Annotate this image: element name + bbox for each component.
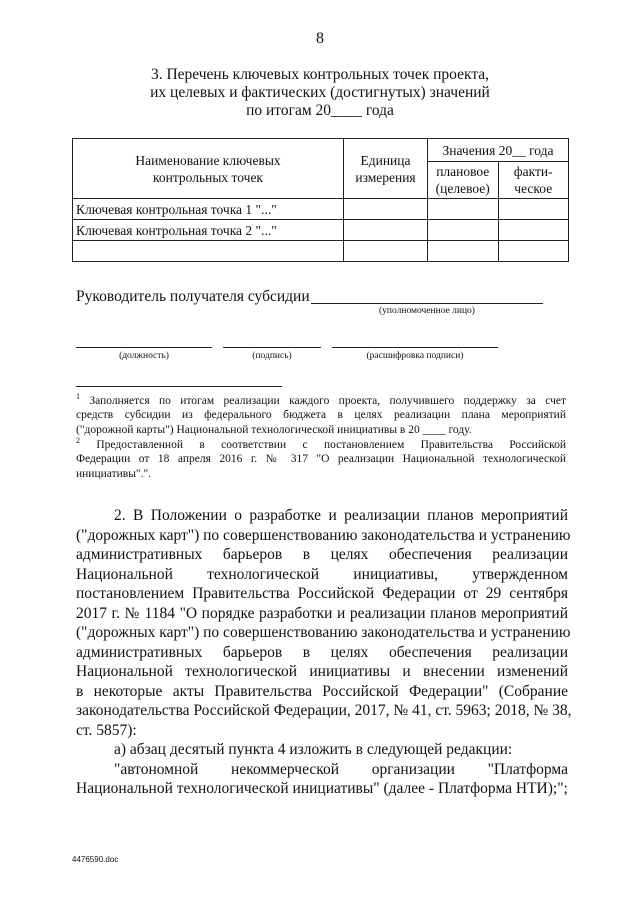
key-control-points-table <box>72 138 569 262</box>
paragraph-line: административных барьеров в целях обеспечения реализации <box>76 546 568 563</box>
row-planned-cell <box>428 241 499 262</box>
column-header-actual: факти- ческое <box>498 162 569 199</box>
row-actual-cell <box>498 220 569 241</box>
page-number: 8 <box>316 30 324 47</box>
column-header-name: Наименование ключевых контрольных точек <box>73 139 344 199</box>
item-a-line-2: "автономной некоммерческой организации "Платформа <box>114 760 568 778</box>
column-header-unit: Единица измерения <box>344 139 428 199</box>
row-name-cell <box>73 241 344 262</box>
row-unit-cell <box>344 241 428 262</box>
paragraph-line: Национальной технологической инициативы, утвержденном <box>76 565 568 583</box>
item-a-line-3: Национальной технологической инициативы" (далее - Платформа НТИ);"; <box>76 780 568 797</box>
row-actual-cell <box>498 199 569 220</box>
position-line <box>76 347 212 348</box>
head-signature-line <box>311 303 543 304</box>
row-planned-cell <box>428 199 499 220</box>
heading-line-1: 3. Перечень ключевых контрольных точек проекта, <box>150 66 490 83</box>
column-header-values: Значения 20__ года <box>428 139 569 162</box>
paragraph-line: законодательства Российской Федерации, 2017, № 41, ст. 5963; 2018, № 38, <box>76 702 572 719</box>
item-a-paragraph <box>76 740 568 799</box>
position-caption: (должность) <box>119 351 169 361</box>
item-a-line-1: а) абзац десятый пункта 4 изложить в следующей редакции: <box>114 741 513 758</box>
decode-caption: (расшифровка подписи) <box>366 351 464 361</box>
table-row <box>73 199 569 220</box>
row-unit-cell <box>344 220 428 241</box>
signature-line <box>223 347 321 348</box>
decode-line <box>332 347 498 348</box>
row-name-cell: Ключевая контрольная точка 1 "..." <box>73 199 344 220</box>
authorized-person-caption: (уполномоченное лицо) <box>379 306 475 316</box>
head-signature-label: Руководитель получателя субсидии <box>76 288 310 305</box>
paragraph-line: ("дорожных карт") по совершенствованию законодательства и устранению <box>76 624 571 641</box>
document-code: 4476590.doc <box>72 855 119 864</box>
heading-line-3: по итогам 20____ года <box>246 102 394 119</box>
paragraph-line: 2. В Положении о разработке и реализации планов мероприятий <box>114 507 568 524</box>
footnote-separator <box>76 386 282 387</box>
paragraph-line: ст. 5857): <box>76 721 137 739</box>
paragraph-line: ("дорожных карт") по совершенствованию законодательства и устранению <box>76 526 571 544</box>
sign-caption: (подпись) <box>252 351 292 361</box>
footnote-2: $^2$ Предоставленной в соответствии с постановлением Правительства Российской Федерации от 18 апреля 2016 г. № 317 "О реализации Национальной технологической инициативы".". <box>76 436 567 480</box>
paragraph-line: постановлением Правительства Российской Федерации от 29 сентября <box>76 585 568 602</box>
column-header-planned: плановое (целевое) <box>428 162 499 199</box>
row-unit-cell <box>344 199 428 220</box>
row-name-cell: Ключевая контрольная точка 2 "..." <box>73 220 344 241</box>
heading-line-2: их целевых и фактических (достигнутых) значений <box>150 84 490 101</box>
row-actual-cell <box>498 241 569 262</box>
paragraph-line: 2017 г. № 1184 "О порядке разработки и реализации планов мероприятий <box>76 604 568 622</box>
paragraph-line: административных барьеров в целях обеспечения реализации <box>76 643 568 661</box>
paragraph-line: в некоторые акты Правительства Российской Федерации" (Собрание <box>76 682 568 700</box>
amendment-paragraph <box>76 506 572 740</box>
row-planned-cell <box>428 220 499 241</box>
table-row <box>73 220 569 241</box>
table-row <box>73 241 569 262</box>
footnote-1: $^1$ Заполняется по итогам реализации каждого проекта, получившего поддержку за счет средств субсидии из федерального бюджета в целях реализации плана мероприятий ("дорожной карты") Национальной технологической инициативы в 20 ____ году. <box>76 392 566 436</box>
paragraph-line: Национальной технологической инициативы и внесении изменений <box>76 663 568 680</box>
section-heading <box>120 66 520 120</box>
